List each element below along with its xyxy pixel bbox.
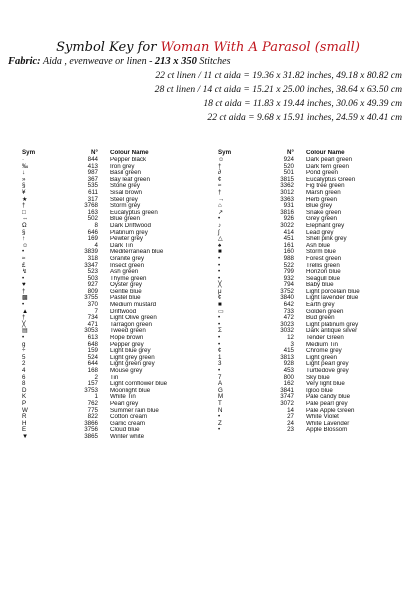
floss-number: 3865 (84, 432, 98, 440)
colour-name: White Tin (110, 394, 136, 401)
symbol: • (22, 248, 25, 256)
symbol: ■ (218, 248, 222, 256)
symbol: § (22, 182, 26, 190)
floss-number: 168 (87, 367, 98, 374)
floss-number: 3816 (280, 208, 294, 216)
symbol: • (218, 261, 221, 269)
floss-number: 520 (283, 162, 294, 170)
symbol: ¢ (218, 294, 222, 302)
floss-number: 367 (87, 175, 98, 183)
colour-name: Cotton cream (110, 414, 148, 421)
symbol: Ω (22, 221, 27, 229)
colour-name: Turtledove grey (306, 368, 349, 374)
colour-name: Apple Blossom (306, 427, 348, 434)
colour-name: Dark pearl green (306, 157, 353, 163)
floss-number: 318 (87, 254, 98, 262)
colour-name: Earth grey (306, 302, 335, 309)
colour-name: Light platinum grey (306, 321, 359, 328)
symbol: ★ (22, 195, 28, 203)
floss-number: 7 (94, 307, 98, 315)
symbol: · (22, 156, 25, 163)
floss-number: 2 (94, 373, 98, 381)
colour-name: Lead grey (306, 229, 334, 236)
colour-name: Seagull blue (306, 275, 341, 282)
symbol: ⌂ (218, 202, 222, 210)
colour-name: Insect green (110, 262, 145, 269)
floss-number: 648 (87, 340, 98, 348)
header-name: Colour Name (110, 150, 149, 156)
symbol: ↓ (22, 169, 26, 177)
symbol: D (22, 386, 27, 394)
colour-name: Gentle blue (110, 288, 142, 295)
colour-name: Winter white (110, 433, 145, 440)
floss-number: 317 (87, 195, 98, 203)
floss-number: 23 (287, 426, 294, 434)
colour-name: Mouse grey (110, 368, 143, 374)
colour-name: Igloo blue (306, 387, 333, 394)
fabric-label: Fabric: (8, 56, 41, 67)
floss-number: 3813 (280, 353, 294, 361)
symbol: g (22, 340, 26, 348)
symbol: ≈ (22, 254, 26, 262)
floss-number: 809 (87, 287, 98, 295)
floss-number: 502 (87, 215, 98, 223)
symbol: Σ (218, 327, 222, 335)
colour-name: Tweed green (110, 328, 146, 335)
symbol: ↗ (218, 208, 224, 216)
floss-number: 163 (87, 208, 98, 216)
floss-number: 3363 (280, 195, 294, 203)
colour-name: Tin (110, 374, 119, 381)
colour-name: Light pearl grey (306, 361, 349, 368)
symbol: 8 (22, 380, 26, 388)
floss-number: 471 (87, 320, 98, 328)
floss-number: 535 (87, 182, 98, 190)
symbol: ☺ (22, 241, 29, 249)
floss-number: 3866 (84, 419, 98, 427)
symbol: ‰ (22, 162, 29, 170)
colour-name: Bay leaf green (110, 176, 150, 183)
symbol: ¥ (22, 188, 26, 196)
floss-number: 924 (283, 156, 294, 163)
floss-number: 927 (87, 281, 98, 289)
colour-name: Marsh green (306, 189, 341, 196)
floss-number: 161 (283, 241, 294, 249)
colour-name: Thyme green (110, 275, 147, 282)
colour-name: Dark antique silver (306, 328, 358, 335)
symbol: † (22, 287, 26, 295)
floss-number: 762 (87, 399, 98, 407)
colour-name: Pepper grey (110, 341, 144, 348)
page-title (0, 40, 416, 56)
colour-name: Iron grey (110, 163, 135, 170)
floss-number: 3032 (280, 327, 294, 335)
floss-number: 926 (283, 215, 294, 223)
header-sym: Sym (218, 149, 232, 156)
symbol: W (22, 406, 28, 414)
stitch-suffix: Stitches (196, 56, 231, 67)
floss-number: 503 (87, 274, 98, 282)
colour-name: Light lavender blue (306, 295, 359, 302)
colour-name: Pastel blue (110, 295, 141, 302)
symbol: Z (218, 419, 222, 427)
symbol: M (218, 393, 224, 401)
colour-name: Forest green (306, 255, 342, 262)
pattern-name: Woman With A Parasol (small) (160, 40, 360, 55)
symbol: ╳ (22, 320, 26, 328)
floss-number: 733 (283, 307, 294, 315)
floss-number: 794 (283, 281, 294, 289)
symbol: ▼ (22, 432, 29, 440)
symbol: 1 (218, 353, 222, 361)
floss-number: 775 (87, 406, 98, 414)
floss-number: 162 (283, 380, 294, 388)
fabric-text: Aida , evenweave or linen - (40, 56, 155, 67)
colour-name: Snake green (306, 209, 342, 216)
symbol: T (218, 399, 222, 407)
symbol: ♥ (22, 281, 26, 289)
header-name: Colour Name (306, 150, 345, 156)
colour-name: Pale Apple Green (306, 407, 355, 414)
colour-name: Rope brown (110, 335, 144, 342)
floss-number: 844 (87, 156, 98, 163)
floss-number: 472 (283, 314, 294, 322)
colour-name: Light grey green (110, 354, 155, 361)
colour-name: Golden green (306, 308, 344, 315)
colour-name: Pale candy blue (306, 394, 351, 401)
floss-number: 3072 (280, 399, 294, 407)
symbol: K (22, 393, 27, 401)
floss-number: 799 (283, 268, 294, 276)
title-prefix: Symbol Key for (56, 40, 157, 55)
header-sym: Sym (22, 149, 36, 156)
symbol: μ (218, 287, 222, 295)
colour-name: Pewter grey (110, 236, 144, 243)
colour-name: Light blue grey (110, 348, 151, 355)
floss-number: 3752 (280, 287, 294, 295)
floss-number: 928 (283, 360, 294, 368)
size-line: 28 ct linen / 14 ct aida = 15.21 x 25.00 inches, 38.64 x 63.50 cm (154, 84, 402, 95)
floss-number: 3753 (84, 386, 98, 394)
symbol: ♠ (218, 241, 222, 249)
colour-name: Blue grey (306, 203, 333, 210)
symbol: ▭ (218, 307, 224, 315)
colour-name: Storm blue (306, 249, 336, 256)
colour-name: Stone grey (110, 183, 140, 190)
symbol: → (218, 195, 225, 203)
symbol: ↯ (22, 268, 28, 276)
symbol: • (218, 320, 221, 328)
symbol: ∂ (218, 169, 222, 177)
colour-name: Garlic cream (110, 420, 146, 427)
colour-name: Medium Tin (306, 341, 338, 348)
symbol: † (22, 314, 26, 322)
floss-number: 370 (87, 301, 98, 309)
symbol: ⇔ (22, 215, 29, 223)
colour-name: Very light blue (306, 381, 345, 388)
symbol: H (22, 419, 27, 427)
symbol: 4 (22, 367, 26, 374)
floss-number: 157 (87, 380, 98, 388)
floss-number: 3022 (280, 221, 294, 229)
stitch-count: 213 x 350 (154, 56, 197, 67)
colour-name: Mediterranean blue (110, 249, 164, 256)
floss-number: 734 (87, 314, 98, 322)
colour-name: Light green (306, 354, 337, 361)
floss-number: 3841 (280, 386, 294, 394)
floss-number: 3347 (84, 261, 98, 269)
colour-name: Dark fern green (306, 163, 349, 170)
symbol: ▤ (22, 327, 28, 335)
colour-name: Driftwood (110, 308, 137, 315)
floss-number: 822 (87, 413, 98, 421)
colour-name: Dark Driftwood (110, 222, 151, 229)
floss-number: 414 (283, 228, 294, 236)
colour-name: Sisal brown (110, 189, 142, 196)
size-line: 18 ct aida = 11.83 x 19.44 inches, 30.06 x 49.39 cm (203, 98, 402, 109)
size-line: 22 ct aida = 9.68 x 15.91 inches, 24.59 x 40.41 cm (207, 112, 402, 123)
symbol: ∫ (218, 228, 220, 236)
symbol: • (218, 340, 221, 348)
symbol: 3 (218, 360, 222, 368)
colour-name: Light Olive green (110, 315, 157, 322)
symbol: G (218, 386, 223, 394)
colour-name: Ash green (110, 269, 139, 276)
symbol: ■ (218, 301, 222, 309)
floss-number: 3755 (84, 294, 98, 302)
colour-name: Tender Green (306, 335, 344, 342)
floss-number: 611 (88, 188, 98, 196)
symbol: ☺ (218, 156, 225, 163)
colour-name: Shell pink grey (306, 236, 347, 243)
colour-name: Pepper black (110, 157, 147, 163)
symbol: ≈ (218, 182, 222, 190)
colour-name: Medium mustard (110, 302, 157, 309)
colour-name: Chrome grey (306, 348, 342, 355)
symbol: † (22, 202, 26, 210)
symbol: ▲ (22, 307, 29, 315)
symbol: A (218, 380, 223, 388)
floss-number: 3012 (280, 188, 294, 196)
floss-number: 3840 (280, 294, 294, 302)
floss-number: 415 (283, 347, 294, 355)
floss-number: 1 (94, 393, 98, 401)
fabric-line (8, 56, 231, 68)
floss-number: 3747 (280, 393, 294, 401)
floss-number: 169 (87, 235, 98, 243)
floss-number: 8 (94, 221, 98, 229)
colour-name: Oyster grey (110, 282, 142, 289)
colour-name: Light cornflower blue (110, 381, 168, 388)
colour-name: Tarragon green (110, 321, 152, 328)
colour-name: Light green grey (110, 361, 155, 368)
colour-name: Bud green (306, 315, 335, 322)
floss-number: 3 (290, 340, 294, 348)
symbol: • (22, 334, 25, 342)
floss-number: 453 (283, 367, 294, 374)
floss-number: 4 (94, 241, 98, 249)
colour-name: White Lavender (306, 420, 350, 427)
symbol: E (22, 426, 27, 434)
symbol: • (218, 254, 221, 262)
symbol: ÷ (22, 347, 26, 355)
colour-name: Steel grey (110, 196, 138, 203)
colour-name: Pale pearl grey (306, 400, 348, 407)
header-num: N° (287, 149, 294, 156)
colour-name: Fig tree green (306, 183, 345, 190)
colour-name: Basil green (110, 170, 141, 177)
symbol: 2 (22, 360, 26, 368)
floss-number: 988 (283, 254, 294, 262)
symbol: • (218, 215, 221, 223)
symbol: □ (22, 208, 26, 216)
colour-name: Cloud blue (110, 427, 140, 434)
colour-name: Moonlight blue (110, 387, 151, 394)
symbol: N (218, 406, 223, 414)
symbol: ¢ (218, 347, 222, 355)
floss-number: 642 (283, 301, 294, 309)
colour-name: Eucalyptus green (110, 209, 158, 216)
floss-number: 3362 (280, 182, 294, 190)
colour-name: Ash blue (306, 242, 331, 249)
symbol: ↑ (22, 235, 26, 243)
floss-number: 159 (87, 347, 98, 355)
colour-name: Grey green (306, 216, 337, 223)
colour-name: Sky blue (306, 374, 330, 381)
floss-number: 523 (87, 268, 98, 276)
colour-name: Granite grey (110, 255, 145, 262)
symbol: △ (218, 235, 223, 243)
colour-name: Horizon blue (306, 269, 341, 276)
symbol: • (218, 268, 221, 276)
floss-number: 160 (283, 248, 294, 256)
colour-name: Platinum grey (110, 229, 148, 236)
colour-name: Blue green (110, 216, 140, 223)
colour-name: Baby blue (306, 282, 334, 289)
floss-number: 451 (283, 235, 294, 243)
floss-number: 3023 (280, 320, 294, 328)
colour-name: Elephant grey (306, 222, 345, 229)
floss-number: 501 (283, 169, 294, 177)
symbol: • (218, 413, 221, 421)
colour-name: White Violet (306, 414, 339, 421)
symbol: ♪ (218, 221, 222, 229)
symbol: 7 (218, 373, 222, 381)
symbol: § (22, 228, 26, 236)
floss-number: 800 (283, 373, 294, 381)
symbol: • (218, 274, 221, 282)
symbol: • (22, 274, 25, 282)
colour-name: Herb green (306, 196, 337, 203)
floss-number: 27 (287, 413, 294, 421)
floss-number: 931 (283, 202, 294, 210)
symbol: £ (22, 261, 26, 269)
symbol: • (218, 426, 221, 434)
floss-number: 12 (287, 334, 294, 342)
symbol: ╳ (218, 281, 222, 289)
header-num: N° (91, 149, 98, 156)
symbol: • (22, 301, 25, 309)
colour-name: Eucalyptus Green (306, 176, 356, 183)
symbol: 5 (22, 353, 26, 361)
floss-number: 3053 (84, 327, 98, 335)
symbol: R (22, 413, 27, 421)
symbol: » (22, 175, 26, 183)
colour-name: Dark Tin (110, 242, 134, 249)
symbol: • (218, 314, 221, 322)
floss-number: 3756 (84, 426, 98, 434)
symbol: † (218, 188, 222, 196)
floss-number: 3815 (280, 175, 294, 183)
symbol: 6 (22, 373, 26, 381)
floss-number: 644 (87, 360, 98, 368)
colour-name: Summer rain blue (110, 407, 159, 414)
symbol: • (218, 334, 221, 342)
floss-number: 524 (87, 353, 98, 361)
floss-number: 932 (283, 274, 294, 282)
size-line: 22 ct linen / 11 ct aida = 19.36 x 31.82 inches, 49.18 x 80.82 cm (155, 70, 402, 81)
symbol: † (218, 162, 222, 170)
symbol: P (22, 399, 27, 407)
floss-number: 24 (287, 419, 294, 427)
floss-number: 987 (87, 169, 98, 177)
symbol: ¢ (218, 175, 222, 183)
symbol: • (218, 367, 221, 374)
colour-name: Trellis green (306, 262, 340, 269)
colour-name: Pond green (306, 170, 338, 177)
floss-number: 646 (87, 228, 98, 236)
floss-number: 3839 (84, 248, 98, 256)
colour-name: Pearl grey (110, 400, 139, 407)
floss-number: 522 (283, 261, 294, 269)
floss-number: 413 (87, 162, 98, 170)
symbol: ▩ (22, 294, 28, 302)
floss-number: 3768 (84, 202, 98, 210)
floss-number: 613 (87, 334, 98, 342)
colour-name: Storm grey (110, 203, 141, 210)
colour-name: Light porcelain blue (306, 288, 360, 295)
floss-number: 14 (287, 406, 294, 414)
